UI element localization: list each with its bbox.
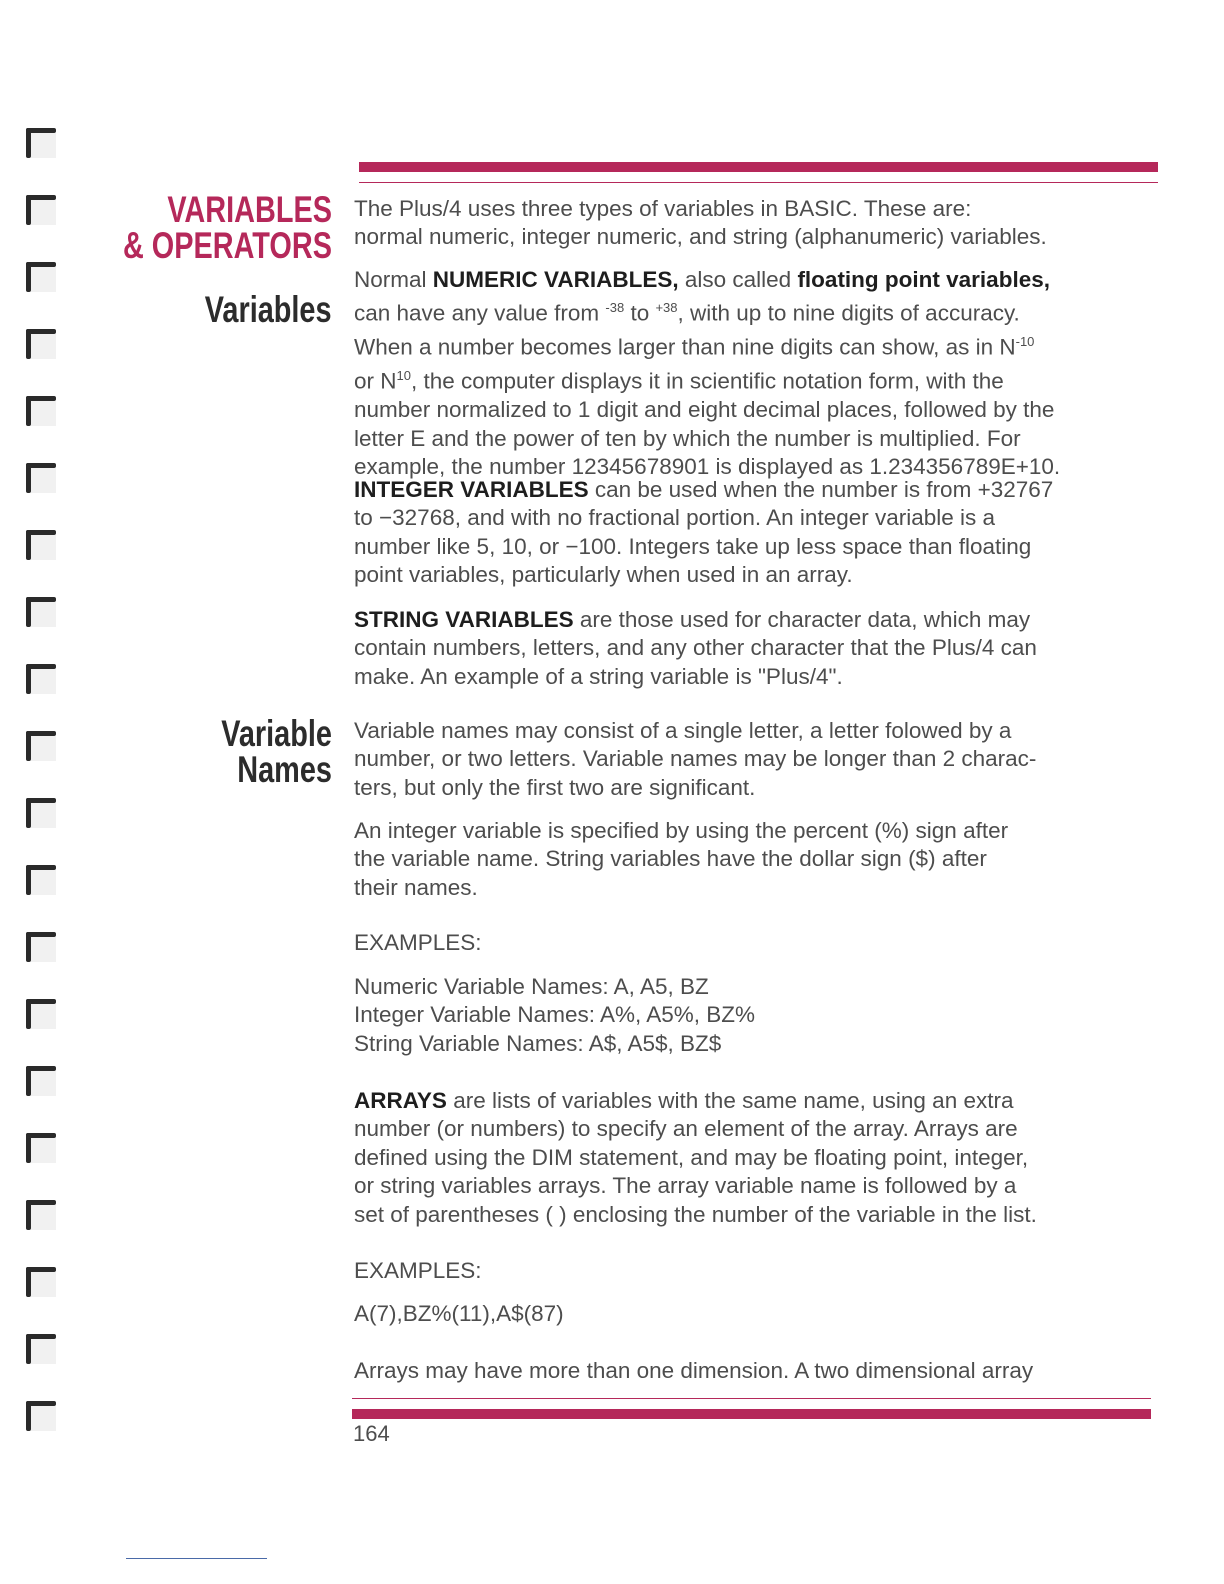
binder-ring-icon: [26, 1200, 56, 1230]
subheading-variables: Variables: [205, 289, 332, 330]
term-arrays: ARRAYS: [354, 1088, 447, 1113]
text-line: Variable names may consist of a single letter, a letter folowed by a: [354, 718, 1012, 743]
example-string-names: String Variable Names: A$, A5$, BZ$: [354, 1030, 722, 1056]
variable-names-paragraph: [354, 717, 1154, 802]
binder-ring-icon: [26, 128, 56, 158]
example-numeric-names: Numeric Variable Names: A, A5, BZ: [354, 974, 709, 999]
text-line: An integer variable is specified by using the percent (%) sign after: [354, 818, 1009, 843]
text-line: EXAMPLES:: [354, 1258, 482, 1283]
subheading-variable-names: [221, 713, 332, 790]
text-line: set of parentheses ( ) enclosing the number of the variable in the list.: [354, 1201, 1037, 1227]
binder-ring-icon: [26, 664, 56, 694]
text-line: STRING VARIABLES are those used for character data, which may: [354, 607, 1031, 632]
text-line: make. An example of a string variable is "Plus/4".: [354, 663, 843, 689]
text-line: can have any value from $^{-38}$ to $^{+38}$, with up to nine digits of accuracy.: [354, 300, 1020, 326]
text-line: EXAMPLES:: [354, 930, 482, 955]
footer-rule-thick: [352, 1409, 1151, 1419]
binder-ring-icon: [26, 999, 56, 1029]
arrays-paragraph: [354, 1087, 1154, 1229]
binder-ring-icon: [26, 195, 56, 225]
text-line: A(7),BZ%(11),A$(87): [354, 1301, 564, 1326]
integer-variables-paragraph: [354, 476, 1154, 590]
text-line: Normal NUMERIC VARIABLES, also called floating point variables,: [354, 267, 1050, 292]
binder-ring-icon: [26, 1133, 56, 1163]
binder-ring-icon: [26, 597, 56, 627]
subheading-variable-names-line1: Variable: [221, 713, 332, 754]
text-line: number, or two letters. Variable names may be longer than 2 charac-: [354, 746, 1037, 772]
text-line: number normalized to 1 digit and eight decimal places, followed by the: [354, 397, 1055, 423]
binder-ring-icon: [26, 530, 56, 560]
array-example-code: [354, 1300, 1154, 1328]
example-integer-names: Integer Variable Names: A%, A5%, BZ%: [354, 1002, 756, 1028]
text-line: the variable name. String variables have the dollar sign ($) after: [354, 846, 987, 872]
text-line: letter E and the power of ten by which the number is multiplied. For: [354, 425, 1021, 451]
text-line: number (or numbers) to specify an element of the array. Arrays are: [354, 1116, 1018, 1142]
text-line: example, the number 12345678901 is displayed as 1.234356789E+10.: [354, 453, 1061, 479]
binder-ring-icon: [26, 396, 56, 426]
subheading-variable-names-line2: Names: [237, 749, 332, 790]
string-variables-paragraph: [354, 606, 1154, 691]
text-line: The Plus/4 uses three types of variables in BASIC. These are:: [354, 196, 972, 221]
text-line: INTEGER VARIABLES can be used when the number is from +32767: [354, 477, 1054, 502]
text-line: normal numeric, integer numeric, and string (alphanumeric) variables.: [354, 224, 1047, 250]
text-line: point variables, particularly when used in an array.: [354, 562, 853, 588]
scan-artifact-line: [126, 1558, 267, 1559]
text-line: their names.: [354, 874, 478, 900]
text-line: ARRAYS are lists of variables with the same name, using an extra: [354, 1088, 1014, 1113]
intro-paragraph: [354, 195, 1154, 252]
section-heading-line1: VARIABLES: [167, 189, 332, 230]
binder-ring-icon: [26, 865, 56, 895]
text-line: defined using the DIM statement, and may be floating point, integer,: [354, 1144, 1029, 1170]
text-line: to −32768, and with no fractional portion. An integer variable is a: [354, 505, 996, 531]
term-numeric-variables: NUMERIC VARIABLES,: [432, 267, 679, 292]
header-rule-thick: [359, 162, 1158, 172]
text-line: Arrays may have more than one dimension. A two dimensional array: [354, 1358, 1034, 1383]
examples-list: [354, 973, 1154, 1058]
numeric-variables-paragraph: [354, 266, 1154, 481]
term-floating-point: floating point variables,: [797, 267, 1050, 292]
term-integer-variables: INTEGER VARIABLES: [354, 477, 589, 502]
closing-line: [354, 1357, 1154, 1385]
section-heading-line2: & OPERATORS: [122, 225, 332, 266]
binder-ring-icon: [26, 731, 56, 761]
binder-ring-icon: [26, 798, 56, 828]
binder-ring-icon: [26, 329, 56, 359]
binder-ring-icon: [26, 1401, 56, 1431]
binder-ring-icon: [26, 463, 56, 493]
text-line: or string variables arrays. The array variable name is followed by a: [354, 1173, 1017, 1199]
text-line: When a number becomes larger than nine digits can show, as in $N^{-10}$: [354, 334, 1035, 360]
text-line: number like 5, 10, or −100. Integers take up less space than floating: [354, 533, 1032, 559]
page-number: 164: [353, 1421, 390, 1446]
term-string-variables: STRING VARIABLES: [354, 607, 574, 632]
binder-ring-icon: [26, 262, 56, 292]
binder-ring-icon: [26, 1334, 56, 1364]
text-line: contain numbers, letters, and any other character that the Plus/4 can: [354, 635, 1037, 661]
examples-label: [354, 929, 1154, 957]
header-rule-thin: [359, 182, 1158, 183]
binder-ring-icon: [26, 1066, 56, 1096]
binder-ring-icon: [26, 932, 56, 962]
section-heading: [122, 189, 332, 266]
type-suffix-paragraph: [354, 817, 1154, 902]
text-line: ters, but only the first two are significant.: [354, 774, 756, 800]
footer-rule-thin: [352, 1398, 1151, 1399]
binder-ring-icon: [26, 1267, 56, 1297]
examples-label-2: [354, 1257, 1154, 1285]
text-line: or $N^{10}$, the computer displays it in scientific notation form, with the: [354, 368, 1004, 394]
